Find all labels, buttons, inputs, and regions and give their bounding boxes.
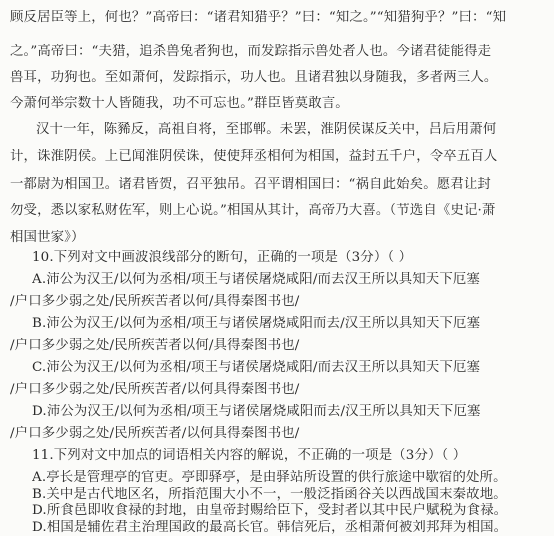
question-10-option-c-line-1: C.沛公为汉王/以何为丞相/项王与诸侯屠烧咸阳/而去汉王所以具知天下厄塞 [32, 360, 481, 375]
question-10-stem: 10.下列对文中画波浪线部分的断句，正确的一项是（3分）（ ） [32, 250, 413, 265]
passage-line-9: 相国世家》） [10, 230, 85, 245]
question-10-option-a-line-2: /户口多少弱之处/民所疾苦者以何/具得秦图书也/ [10, 294, 300, 309]
question-10-option-c-line-2: /户口多少弱之处/民所疾苦者/以何具得秦图书也/ [10, 382, 300, 397]
passage-line-6: 计，诛淮阴侯。上已闻淮阴侯诛，使使拜丞相何为相国，益封五千户，令卒五百人 [10, 149, 498, 164]
passage-line-2: 之。”高帝曰：“夫猎，追杀兽兔者狗也，而发踪指示兽处者人也。今诸君徒能得走 [10, 44, 492, 59]
passage-line-1: 顾反居臣等上，何也？”高帝曰：“诸君知猎乎？”曰：“知之。”“知猎狗乎？”曰：“知 [10, 10, 507, 25]
question-11-option-b: B.关中是古代地区名，所指范围大小不一，一般泛指函谷关以西战国末秦故地。 [32, 487, 507, 502]
passage-line-5: 汉十一年，陈豨反，高祖自将，至邯郸。未罢，淮阴侯谋反关中，吕后用萧何 [36, 122, 497, 137]
question-10-option-b-line-2: /户口多少弱之处/民所疾苦者以何/具得秦图书也/ [10, 338, 300, 353]
question-11-option-a: A.亭长是管理亭的官吏。亭即驿亭，是由驿站所设置的供行旅途中歇宿的处所。 [32, 470, 507, 485]
question-11-option-d: D.相国是辅佐君主治理国政的最高长官。韩信死后，丞相萧何被刘邦拜为相国。 [32, 520, 508, 535]
passage-line-7: 一都尉为相国卫。诸君皆贺，召平独吊。召平谓相国曰：“祸自此始矣。愿君让封 [10, 177, 491, 192]
passage-line-4: 今萧何举宗数十人皆随我，功不可忘也。”群臣皆莫敢言。 [10, 96, 349, 111]
passage-line-3: 兽耳，功狗也。至如萧何，发踪指示，功人也。且诸君独以身随我，多者两三人。 [10, 70, 498, 85]
passage-line-8: 勿受，悉以家私财佐军，则上心说。”相国从其计，高帝乃大喜。（节选自《史记·萧 [10, 203, 496, 218]
question-10-option-a-line-1: A.沛公为汉王/以何为丞相/项王与诸侯屠烧咸阳/而去汉王所以具知天下厄塞 [32, 272, 480, 287]
question-10-option-d-line-1: D.沛公为汉王/以何为丞相/项王与诸侯屠烧咸阳而去/汉王所以具知天下厄塞 [32, 404, 481, 419]
question-10-option-b-line-1: B.沛公为汉王/以何为丞相/项王与诸侯屠烧咸阳而去/汉王所以具知天下厄塞 [32, 316, 481, 331]
question-11-stem: 11.下列对文中加点的词语相关内容的解说，不正确的一项是（3分）（ ） [32, 448, 467, 463]
question-10-option-d-line-2: /户口多少弱之处/民所疾苦者/以何具得秦图书也/ [10, 426, 300, 441]
question-11-option-c: D.所食邑即收食禄的封地，由皇帝封赐给臣下，受封者以其中民户赋税为食禄。 [32, 503, 508, 518]
